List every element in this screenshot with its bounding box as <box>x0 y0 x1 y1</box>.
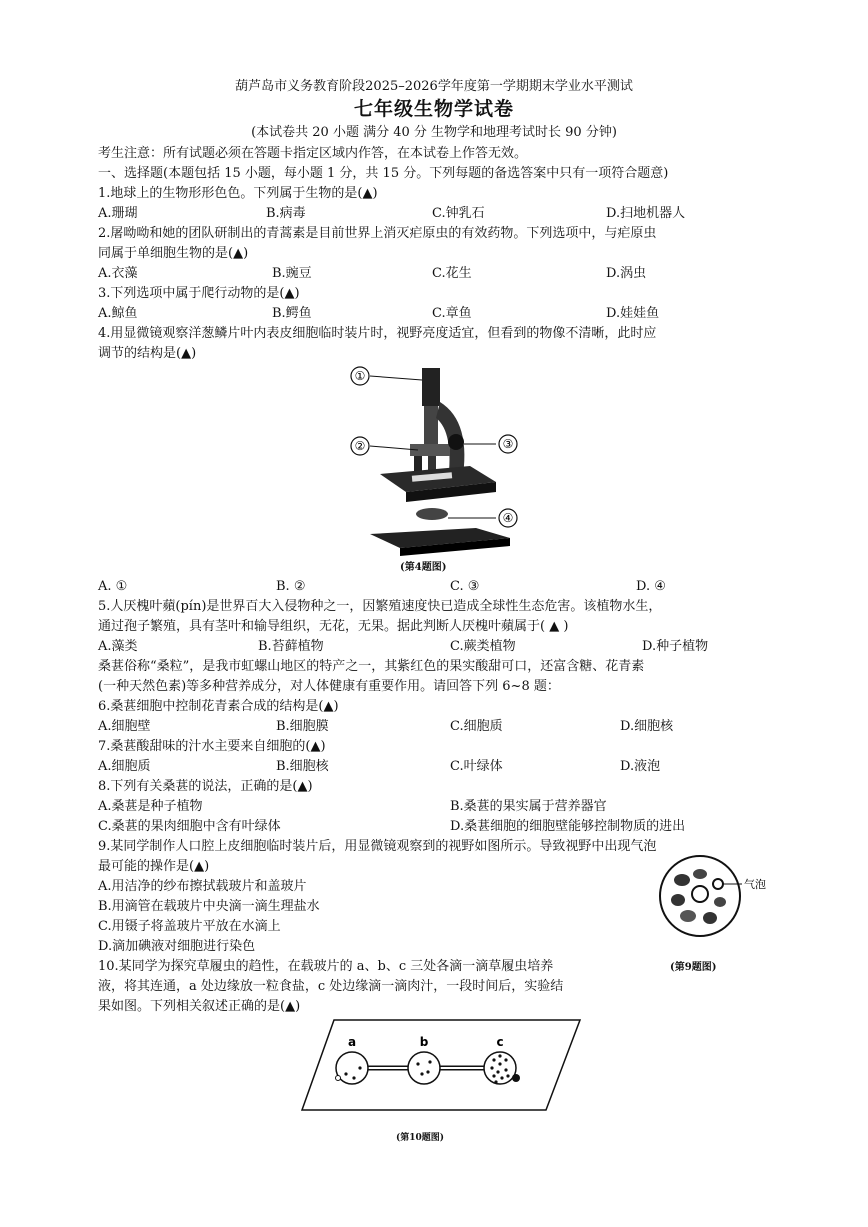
q8-option-b: B.桑葚的果实属于营养器官 <box>450 799 607 814</box>
q3-option-d: D.娃娃鱼 <box>606 306 660 321</box>
q2-option-c: C.花生 <box>432 266 472 281</box>
q3-option-a: A.鲸鱼 <box>98 306 138 321</box>
q10-stem-3: 果如图。下列相关叙述正确的是(▲) <box>98 999 301 1014</box>
q4-option-a: A. ① <box>98 579 128 594</box>
q3-option-c: C.章鱼 <box>432 306 472 321</box>
q2-option-b: B.豌豆 <box>272 266 312 281</box>
passage-line-2: (一种天然色素)等多种营养成分，对人体健康有重要作用。请回答下列 6~8 题： <box>98 679 560 694</box>
q10-caption: (第10题图) <box>396 1133 445 1143</box>
q4-option-d: D. ④ <box>636 579 666 594</box>
q9-option-c: C.用镊子将盖玻片平放在水滴上 <box>98 919 281 934</box>
microscope-label-2: ② <box>354 439 366 453</box>
exam-line: 葫芦岛市义务教育阶段2025–2026学年度第一学期期末学业水平测试 <box>235 79 633 94</box>
slide-label-a: a <box>347 1035 357 1049</box>
q8-option-a: A.桑葚是种子植物 <box>98 799 203 814</box>
q8-option-c: C.桑葚的果肉细胞中含有叶绿体 <box>98 819 281 834</box>
slide-label-b: b <box>419 1035 429 1049</box>
q2-option-a: A.衣藻 <box>98 266 138 281</box>
microscope-figure <box>340 362 530 558</box>
q10-stem-2: 液，将其连通，a 处边缘放一粒食盐，c 处边缘滴一滴肉汁，一段时间后，实验结 <box>98 979 564 994</box>
q6-option-b: B.细胞膜 <box>276 719 329 734</box>
q8-option-d: D.桑葚细胞的细胞壁能够控制物质的进出 <box>450 819 686 834</box>
q6-option-d: D.细胞核 <box>620 719 674 734</box>
slide-figure <box>300 1016 584 1114</box>
q5-option-b: B.苔藓植物 <box>258 639 324 654</box>
section-heading: 一、选择题(本题包括 15 小题，每小题 1 分，共 15 分。下列每题的备选答案中只有一项符合题意) <box>98 166 669 181</box>
q4-stem-1: 4.用显微镜观察洋葱鳞片叶内表皮细胞临时装片时，视野亮度适宜，但看到的物像不清晰，此时应 <box>98 326 657 341</box>
q7-option-d: D.液泡 <box>620 759 661 774</box>
page-title: 七年级生物学试卷 <box>353 98 514 120</box>
q5-option-a: A.藻类 <box>98 639 138 654</box>
slide-label-c: c <box>496 1035 504 1049</box>
salt-grain-shape <box>336 1076 341 1081</box>
passage-line-1: 桑葚俗称“桑粒”，是我市虹螺山地区的特产之一，其紫红色的果实酸甜可口，还富含糖、花青素 <box>98 659 645 674</box>
q9-option-d: D.滴加碘液对细胞进行染色 <box>98 939 256 954</box>
q4-option-b: B. ② <box>276 579 306 594</box>
q9-stem-2: 最可能的操作是(▲) <box>98 859 210 874</box>
focus-knob-shape <box>448 434 464 450</box>
q5-stem-1: 5.人厌槐叶蘋(pín)是世界百大入侵物种之一，因繁殖速度快已造成全球性生态危害。该植物水生， <box>98 599 662 614</box>
q4-option-c: C. ③ <box>450 579 480 594</box>
q4-caption: (第4题图) <box>400 562 447 573</box>
q1-option-d: D.扫地机器人 <box>606 206 686 221</box>
q1-option-b: B.病毒 <box>266 206 306 221</box>
q1-stem: 1.地球上的生物形形色色。下列属于生物的是(▲) <box>98 186 378 201</box>
q10-stem-1: 10.某同学为探究草履虫的趋性，在载玻片的 a、b、c 三处各滴一滴草履虫培养 <box>98 959 554 974</box>
q5-option-c: C.蕨类植物 <box>450 639 516 654</box>
subtitle: (本试卷共 20 小题 满分 40 分 生物学和地理考试时长 90 分钟) <box>251 125 617 140</box>
notice: 考生注意：所有试题必须在答题卡指定区域内作答，在本试卷上作答无效。 <box>98 146 528 161</box>
eyepiece-shape <box>422 368 440 406</box>
q7-option-c: C.叶绿体 <box>450 759 503 774</box>
q3-option-b: B.鳄鱼 <box>272 306 312 321</box>
q7-stem: 7.桑葚酸甜味的汁水主要来自细胞的(▲) <box>98 739 326 754</box>
field-of-view-figure <box>654 854 774 954</box>
q7-option-b: B.细胞核 <box>276 759 329 774</box>
q9-option-a: A.用洁净的纱布擦拭载玻片和盖玻片 <box>98 879 307 894</box>
meat-juice-shape <box>512 1074 520 1082</box>
q9-option-b: B.用滴管在载玻片中央滴一滴生理盐水 <box>98 899 320 914</box>
bubble-label: 气泡 <box>744 878 766 891</box>
q1-option-c: C.钟乳石 <box>432 206 485 221</box>
q2-option-d: D.涡虫 <box>606 266 647 281</box>
q6-option-c: C.细胞质 <box>450 719 503 734</box>
q4-stem-2: 调节的结构是(▲) <box>98 346 197 361</box>
q2-stem-1: 2.屠呦呦和她的团队研制出的青蒿素是目前世界上消灭疟原虫的有效药物。下列选项中，与疟原虫 <box>98 226 657 241</box>
q6-stem: 6.桑葚细胞中控制花青素合成的结构是(▲) <box>98 699 339 714</box>
q7-option-a: A.细胞质 <box>98 759 151 774</box>
q6-option-a: A.细胞壁 <box>98 719 151 734</box>
q5-option-d: D.种子植物 <box>642 639 709 654</box>
microscope-label-3: ③ <box>502 437 514 451</box>
microscope-label-1: ① <box>354 369 366 383</box>
q2-stem-2: 同属于单细胞生物的是(▲) <box>98 246 249 261</box>
microscope-label-4: ④ <box>502 511 514 525</box>
q8-stem: 8.下列有关桑葚的说法，正确的是(▲) <box>98 779 313 794</box>
mirror-shape <box>416 508 448 520</box>
q3-stem: 3.下列选项中属于爬行动物的是(▲) <box>98 286 300 301</box>
bubble-shape <box>692 886 708 902</box>
q9-caption: (第9题图) <box>670 962 717 973</box>
q9-stem-1: 9.某同学制作人口腔上皮细胞临时装片后，用显微镜观察到的视野如图所示。导致视野中出现气泡 <box>98 839 657 854</box>
q1-option-a: A.珊瑚 <box>98 206 138 221</box>
q5-stem-2: 通过孢子繁殖，具有茎叶和输导组织，无花，无果。据此判断人厌槐叶蘋属于( ▲ ) <box>98 619 569 634</box>
